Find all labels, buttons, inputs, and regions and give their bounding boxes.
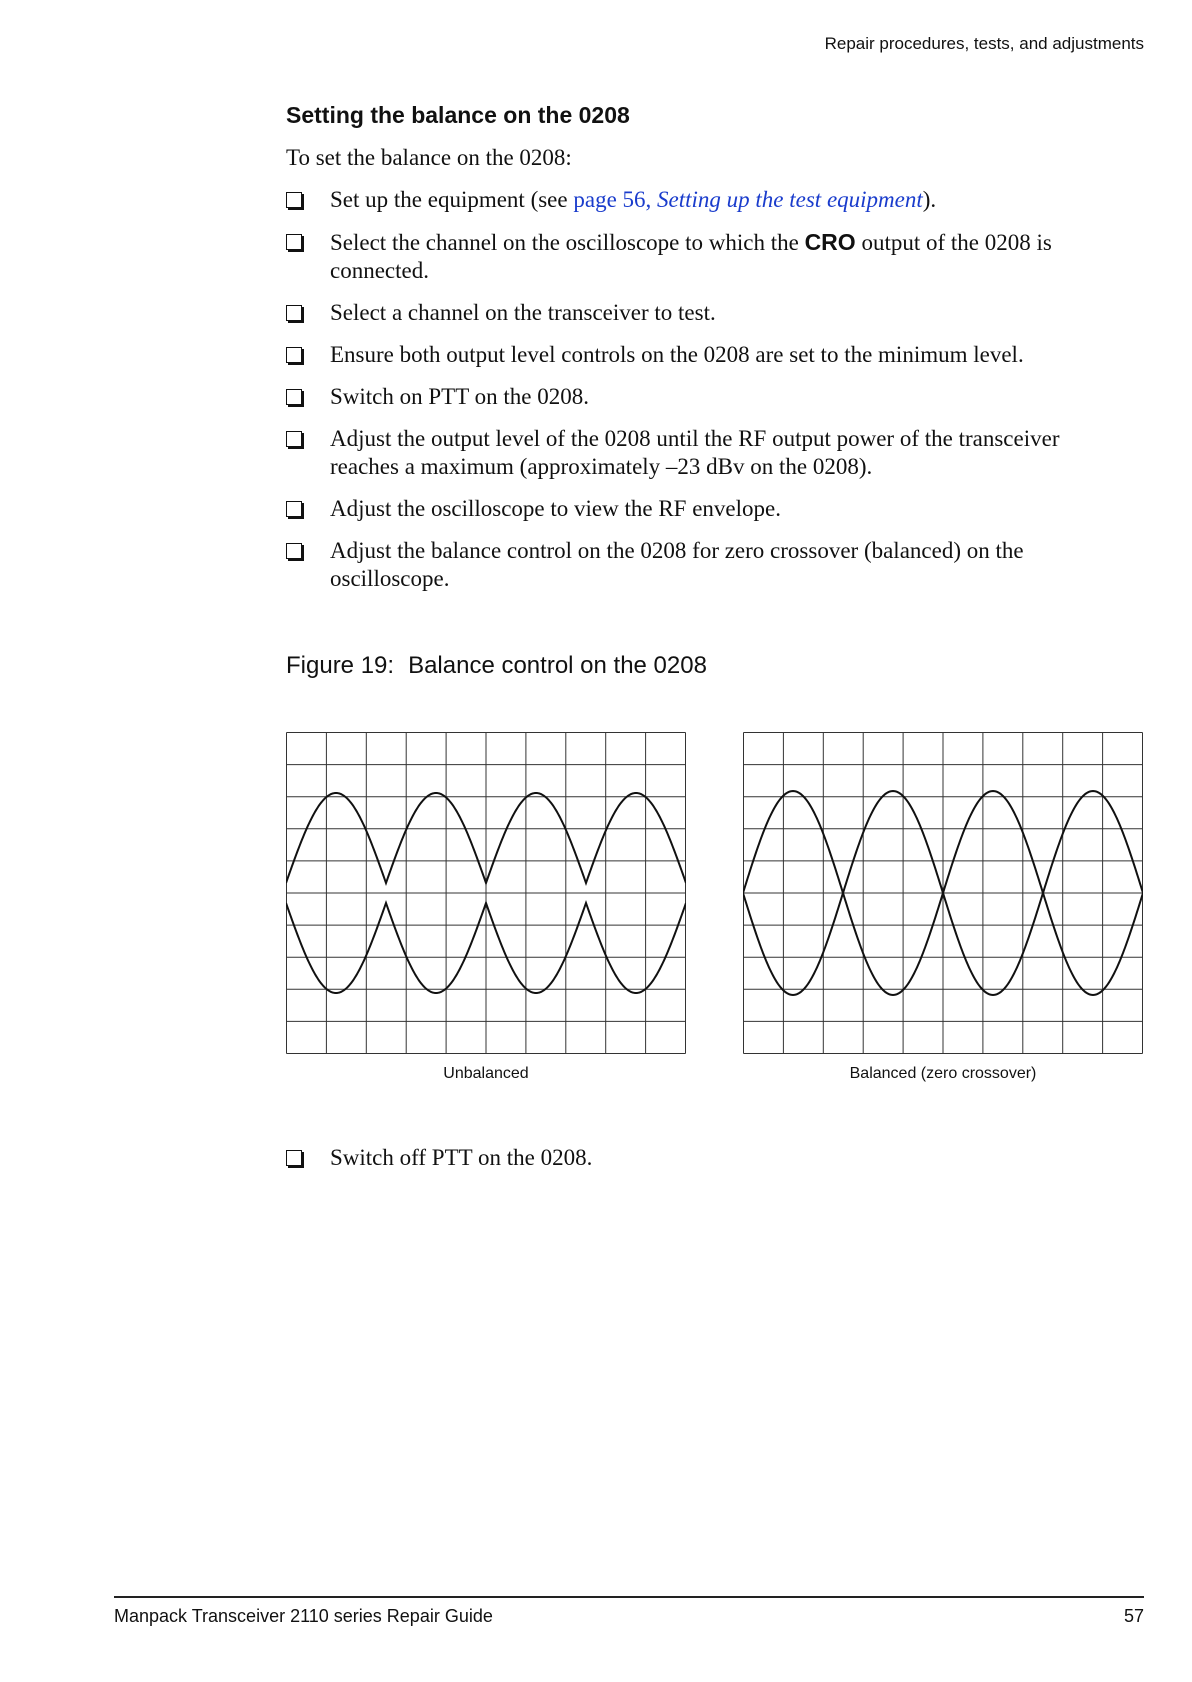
cro-term: CRO bbox=[804, 229, 856, 255]
step-text bbox=[330, 186, 936, 214]
cross-reference-link[interactable] bbox=[573, 187, 922, 212]
link-page-number: page 56, bbox=[573, 187, 658, 212]
step-text: Adjust the oscilloscope to view the RF envelope. bbox=[330, 496, 781, 521]
step-item bbox=[286, 299, 1126, 327]
checkbox-icon bbox=[286, 389, 302, 405]
oscilloscope-unbalanced-diagram bbox=[286, 732, 686, 1054]
step-item bbox=[286, 537, 1126, 593]
checkbox-icon bbox=[286, 234, 302, 250]
step-item bbox=[286, 383, 1126, 411]
checkbox-icon bbox=[286, 347, 302, 363]
checkbox-icon bbox=[286, 192, 302, 208]
page-number: 57 bbox=[1123, 1606, 1144, 1626]
section-title: Setting the balance on the 0208 bbox=[286, 102, 630, 128]
checkbox-icon bbox=[286, 501, 302, 517]
step-text-part: output of the 0208 is connected. bbox=[330, 230, 1052, 283]
footer-title: Manpack Transceiver 2110 series Repair Guide bbox=[114, 1606, 493, 1626]
step-item bbox=[286, 1144, 592, 1172]
oscilloscope-balanced-diagram bbox=[743, 732, 1143, 1054]
checkbox-icon bbox=[286, 543, 302, 559]
step-item bbox=[286, 341, 1126, 369]
step-text: Ensure both output level controls on the 0208 are set to the minimum level. bbox=[330, 342, 1024, 367]
step-text: Switch off PTT on the 0208. bbox=[330, 1145, 593, 1170]
figure-title: Balance control on the 0208 bbox=[408, 652, 707, 679]
figure-caption bbox=[286, 652, 707, 680]
panel-label-unbalanced: Unbalanced bbox=[443, 1065, 529, 1082]
section-intro: To set the balance on the 0208: bbox=[286, 145, 572, 170]
footer-divider bbox=[114, 1596, 1144, 1598]
step-text: Switch on PTT on the 0208. bbox=[330, 384, 589, 409]
checkbox-icon bbox=[286, 305, 302, 321]
step-text: Adjust the output level of the 0208 until the RF output power of the transceiver reaches a maximum (approximately –23 dBv on the 0208). bbox=[330, 426, 1060, 479]
step-text-part: Select the channel on the oscilloscope to which the bbox=[330, 230, 805, 255]
step-item bbox=[286, 228, 1126, 285]
step-item bbox=[286, 495, 1126, 523]
checkbox-icon bbox=[286, 1150, 302, 1166]
step-text: Select a channel on the transceiver to test. bbox=[330, 300, 716, 325]
final-step bbox=[286, 1144, 592, 1186]
figure-number: Figure 19: bbox=[286, 652, 395, 679]
step-item bbox=[286, 186, 1126, 214]
running-header: Repair procedures, tests, and adjustments bbox=[824, 34, 1144, 53]
step-text-part: ). bbox=[922, 187, 937, 212]
step-text-part: Set up the equipment (see bbox=[330, 187, 574, 212]
procedure-steps bbox=[286, 186, 1126, 607]
graticule-grid bbox=[287, 733, 686, 1054]
step-item bbox=[286, 425, 1126, 481]
step-text bbox=[330, 228, 1126, 285]
link-title: Setting up the test equipment bbox=[657, 187, 923, 212]
panel-label-balanced: Balanced (zero crossover) bbox=[849, 1065, 1037, 1082]
checkbox-icon bbox=[286, 431, 302, 447]
step-text: Adjust the balance control on the 0208 for zero crossover (balanced) on the oscilloscope. bbox=[330, 538, 1024, 591]
